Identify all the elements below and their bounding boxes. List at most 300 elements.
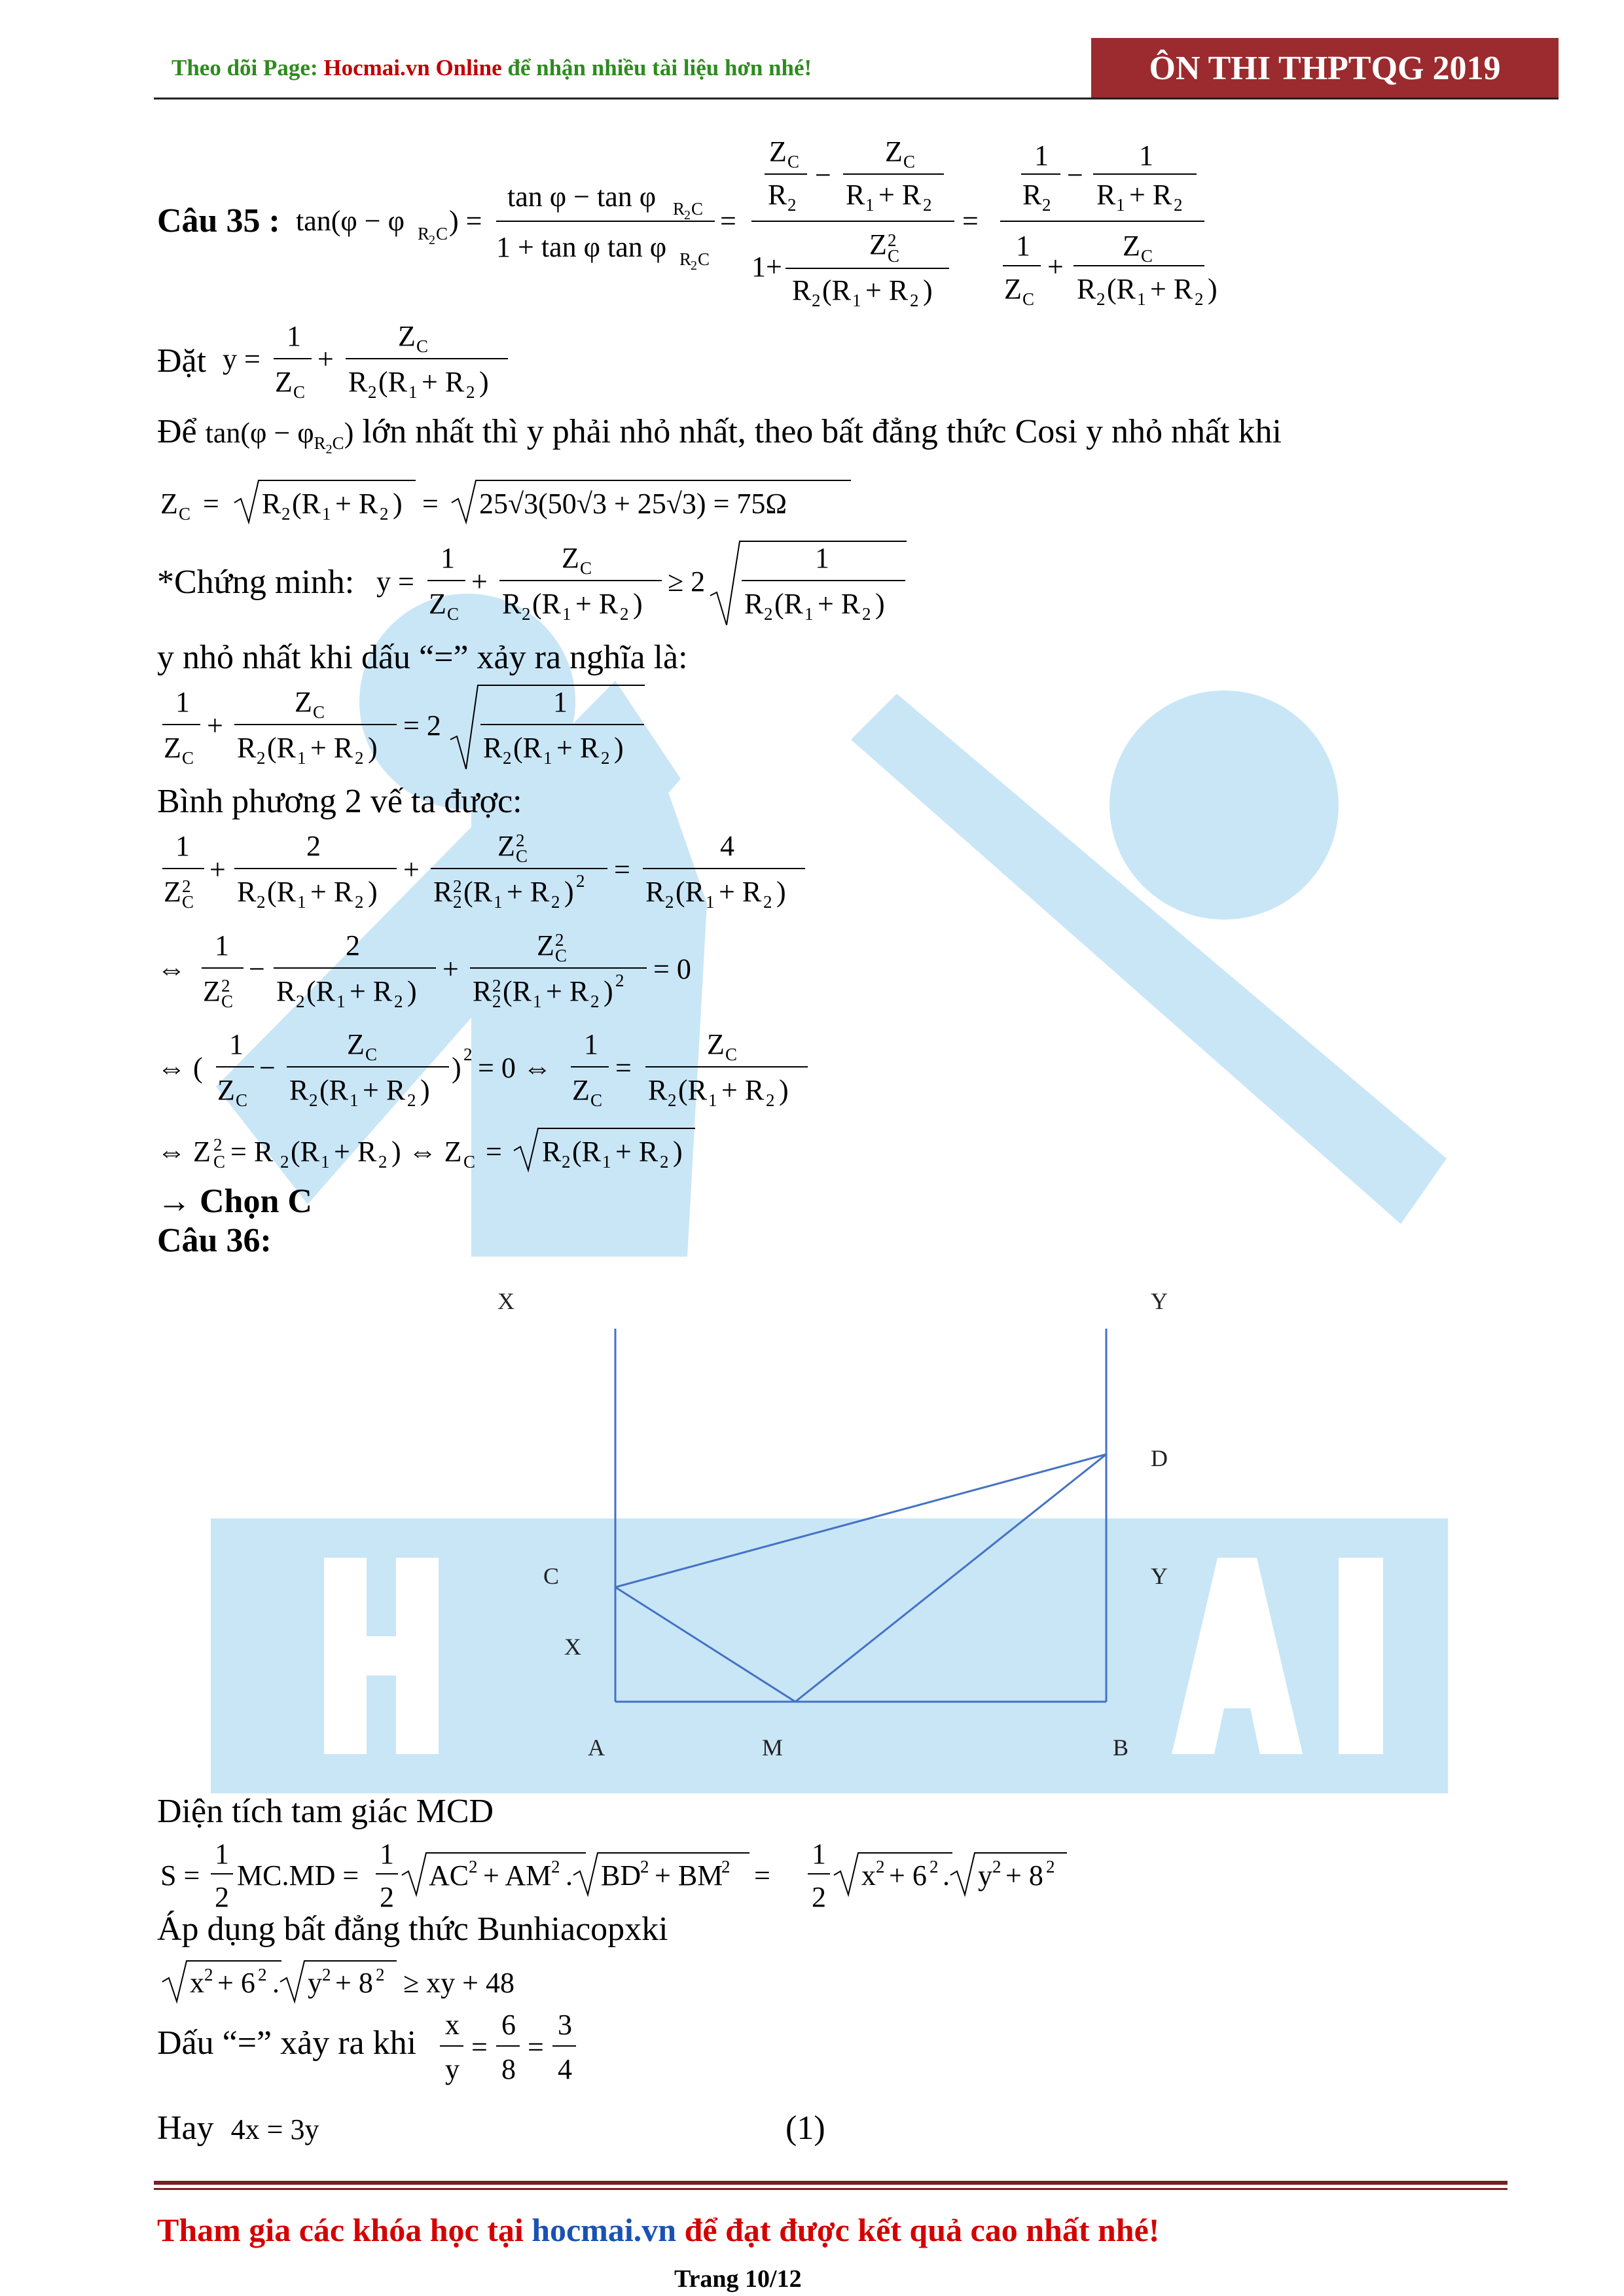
svg-text:=: =: [471, 2031, 488, 2063]
svg-text:): ): [564, 876, 574, 908]
svg-text:MC.MD =: MC.MD =: [237, 1859, 359, 1892]
svg-text:2: 2: [258, 1965, 267, 1984]
svg-text:2: 2: [812, 1881, 826, 1913]
svg-text:1: 1: [553, 686, 568, 718]
svg-text:=: =: [203, 488, 219, 520]
svg-text:(R: (R: [306, 975, 335, 1007]
svg-text:+: +: [207, 709, 223, 742]
svg-text:2: 2: [182, 876, 191, 896]
svg-text:1: 1: [229, 1028, 244, 1060]
svg-text:= 0: = 0: [653, 953, 691, 985]
svg-text:C: C: [1022, 289, 1035, 309]
svg-text:1: 1: [584, 1028, 598, 1060]
svg-text:C: C: [213, 1152, 226, 1172]
svg-text:): ): [673, 1136, 683, 1168]
svg-text:): ): [776, 876, 786, 908]
svg-text:2: 2: [812, 291, 821, 310]
svg-text:y: y: [978, 1859, 992, 1892]
svg-text:C: C: [903, 152, 916, 171]
svg-text:2: 2: [492, 976, 501, 996]
svg-text:R: R: [276, 975, 296, 1007]
svg-text:R: R: [648, 1074, 668, 1106]
svg-text:−: −: [259, 1052, 276, 1084]
svg-text:2: 2: [215, 1881, 229, 1913]
label-x-side: X: [564, 1634, 581, 1660]
svg-text:(R: (R: [378, 366, 407, 398]
svg-text:R: R: [768, 179, 787, 211]
formula-cosi-proof: [370, 533, 926, 632]
svg-text:) =: ) =: [449, 205, 482, 237]
svg-text:2: 2: [764, 604, 773, 624]
svg-text:Z: Z: [885, 135, 903, 168]
svg-text:1: 1: [350, 1090, 359, 1110]
svg-text:2: 2: [522, 604, 531, 624]
svg-text:2: 2: [257, 892, 266, 912]
svg-text:2: 2: [1042, 195, 1051, 215]
footer-divider-thick: [154, 2181, 1507, 2185]
svg-text:S =: S =: [160, 1859, 200, 1892]
svg-text:C: C: [888, 246, 900, 266]
svg-text:+ R: + R: [575, 588, 619, 620]
svg-text:2: 2: [346, 929, 360, 961]
svg-text:1+: 1+: [751, 251, 782, 283]
svg-text:R: R: [1077, 273, 1096, 305]
svg-text:C: C: [516, 846, 528, 866]
svg-text:(R: (R: [678, 1074, 707, 1106]
svg-text:1: 1: [804, 604, 814, 624]
svg-text:+ R: + R: [335, 488, 378, 520]
svg-text:1: 1: [1034, 139, 1049, 171]
svg-text:1: 1: [494, 892, 503, 912]
svg-text:): ): [393, 488, 403, 520]
svg-text:+ R: + R: [546, 975, 589, 1007]
label-x-top: X: [497, 1288, 514, 1314]
geometry-diagram: [458, 1276, 1244, 1774]
svg-text:R: R: [792, 274, 812, 306]
svg-text:Z: Z: [537, 929, 554, 961]
svg-text:(R: (R: [572, 1136, 601, 1168]
svg-text:+ AM: + AM: [483, 1859, 552, 1892]
svg-text:2: 2: [407, 1090, 416, 1110]
svg-text:x: x: [445, 2009, 460, 2041]
svg-text:2: 2: [309, 1090, 318, 1110]
svg-text:2: 2: [453, 892, 462, 912]
svg-text:2: 2: [453, 876, 462, 896]
svg-text:+ R: + R: [878, 179, 922, 211]
svg-text:(R: (R: [292, 488, 321, 520]
svg-text:2: 2: [601, 748, 610, 768]
svg-text:−: −: [249, 953, 265, 985]
svg-text:+: +: [403, 853, 420, 886]
svg-text:2: 2: [1195, 289, 1204, 309]
svg-text:4: 4: [720, 830, 734, 862]
svg-text:R: R: [262, 488, 281, 520]
svg-text:Z: Z: [164, 876, 181, 908]
svg-text:=: =: [754, 1859, 770, 1892]
svg-text:.: .: [566, 1859, 573, 1892]
formula-ratio: [432, 2001, 628, 2100]
svg-text:): ): [420, 1074, 430, 1106]
svg-text:1: 1: [297, 748, 306, 768]
svg-text:2: 2: [503, 748, 512, 768]
svg-text:1: 1: [852, 291, 861, 310]
svg-text:2: 2: [213, 1135, 223, 1155]
svg-text:): ): [614, 732, 624, 764]
svg-text:(R: (R: [1107, 273, 1136, 305]
svg-text:Z: Z: [1123, 230, 1140, 262]
svg-text:R: R: [744, 588, 764, 620]
header-divider: [154, 98, 1559, 99]
svg-text:Z: Z: [562, 542, 579, 574]
svg-text:=: =: [422, 488, 439, 520]
svg-text:R: R: [418, 224, 430, 243]
svg-text:R: R: [1022, 179, 1042, 211]
svg-text:=: =: [962, 205, 979, 237]
svg-text:): ): [875, 588, 885, 620]
condition-line: Để $\tan(\varphi - \varphi_{R_2C})$ lớn nhất thì y phải nhỏ nhất, theo bất đẳng thức Cosi y nhỏ nhất khi: [157, 413, 1282, 457]
formula-squared: [157, 821, 877, 920]
svg-text:R: R: [348, 366, 368, 398]
svg-text:C: C: [182, 892, 194, 912]
svg-text:2: 2: [551, 1857, 560, 1876]
svg-text:(R: (R: [774, 588, 803, 620]
svg-text:1: 1: [708, 1090, 717, 1110]
svg-text:.: .: [943, 1859, 950, 1892]
svg-text:Z: Z: [429, 588, 446, 620]
svg-text:Z: Z: [769, 135, 787, 168]
svg-text:y: y: [308, 1967, 322, 1999]
svg-text:1: 1: [336, 992, 346, 1011]
svg-text:+ R: + R: [310, 732, 353, 764]
svg-text:2: 2: [394, 992, 403, 1011]
svg-text:R: R: [846, 179, 865, 211]
square-both-sides: Bình phương 2 vế ta được:: [157, 783, 522, 820]
svg-text:2: 2: [555, 930, 564, 950]
svg-text:+ R: + R: [865, 274, 909, 306]
label-c: C: [543, 1563, 560, 1589]
svg-text:+ R: + R: [363, 1074, 406, 1106]
svg-text:R: R: [237, 732, 257, 764]
svg-text:2: 2: [660, 1152, 669, 1172]
svg-text:+ 6: + 6: [217, 1967, 255, 1999]
svg-text:+ R: + R: [1150, 273, 1193, 305]
svg-text:1: 1: [1137, 289, 1146, 309]
svg-text:1: 1: [815, 542, 829, 574]
question-36-label: Câu 36:: [157, 1222, 272, 1259]
label-b: B: [1113, 1734, 1129, 1761]
question-35-label: Câu 35 :: [157, 202, 280, 240]
svg-text:2: 2: [665, 892, 674, 912]
svg-text:2: 2: [691, 259, 697, 273]
svg-text:⇔ Z: ⇔ Z: [157, 1136, 211, 1168]
svg-text:2: 2: [380, 1881, 394, 1913]
label-y-top: Y: [1151, 1288, 1168, 1314]
svg-text:2: 2: [910, 291, 919, 310]
svg-text:+: +: [317, 343, 334, 375]
svg-text:Z: Z: [160, 488, 178, 520]
svg-text:Z: Z: [203, 975, 221, 1007]
header-follow-text: Theo dõi Page: Hocmai.vn Online để nhận nhiều tài liệu hơn nhé!: [171, 55, 812, 81]
svg-text:C: C: [293, 382, 306, 402]
svg-text:2: 2: [615, 971, 624, 990]
set-y-label: Đặt: [157, 342, 207, 380]
svg-text:+ R: + R: [422, 366, 465, 398]
svg-text:+ R: + R: [615, 1136, 659, 1168]
svg-text:(R: (R: [291, 1136, 319, 1168]
svg-text:2: 2: [590, 992, 600, 1011]
svg-text:Z: Z: [869, 228, 887, 260]
svg-text:1: 1: [297, 892, 306, 912]
svg-text:+: +: [209, 853, 226, 886]
svg-text:2: 2: [463, 1045, 473, 1064]
svg-text:⇔: ⇔: [157, 953, 186, 985]
svg-text:x: x: [190, 1967, 204, 1999]
formula-perfect-square: [157, 1020, 877, 1118]
svg-text:R: R: [237, 876, 257, 908]
proof-label: *Chứng minh:: [157, 564, 355, 601]
footer-divider-thin: [154, 2188, 1507, 2190]
page-number: Trang 10/12: [674, 2265, 802, 2293]
svg-text:2: 2: [876, 1857, 885, 1876]
svg-text:2: 2: [1174, 195, 1183, 215]
svg-text:C: C: [787, 152, 800, 171]
svg-text:C: C: [555, 946, 568, 965]
svg-text:): ): [779, 1074, 789, 1106]
svg-text:C: C: [436, 224, 448, 243]
svg-text:Z: Z: [497, 830, 515, 862]
svg-text:.: .: [272, 1967, 280, 1999]
svg-text:R: R: [289, 1074, 309, 1106]
svg-text:C: C: [365, 1045, 378, 1064]
svg-text:(R: (R: [319, 1074, 348, 1106]
svg-text:1: 1: [408, 382, 418, 402]
svg-text:1: 1: [321, 1152, 330, 1172]
svg-text:1: 1: [287, 320, 301, 352]
svg-text:−: −: [815, 159, 831, 191]
svg-text:R: R: [673, 199, 685, 219]
svg-text:2: 2: [562, 1152, 571, 1172]
svg-text:2: 2: [368, 382, 377, 402]
svg-text:2: 2: [257, 748, 266, 768]
svg-text:C: C: [447, 604, 460, 624]
svg-text:2: 2: [862, 604, 871, 624]
svg-text:R: R: [502, 588, 522, 620]
svg-text:1 + tan φ tan φ: 1 + tan φ tan φ: [496, 231, 667, 263]
svg-text:2: 2: [466, 382, 475, 402]
svg-text:2: 2: [787, 195, 797, 215]
svg-text:R: R: [433, 876, 453, 908]
svg-text:=: =: [720, 205, 736, 237]
svg-text:3: 3: [558, 2009, 572, 2041]
svg-text:R: R: [483, 732, 503, 764]
svg-text:C: C: [221, 992, 234, 1011]
svg-text:=: =: [615, 1052, 632, 1084]
svg-text:R: R: [473, 975, 492, 1007]
svg-text:≥ xy + 48: ≥ xy + 48: [403, 1967, 514, 1999]
formula-area: [157, 1829, 1139, 1921]
svg-text:(R: (R: [267, 876, 296, 908]
svg-text:y: y: [445, 2053, 460, 2085]
svg-text:1: 1: [215, 1838, 229, 1870]
svg-text:2: 2: [204, 1965, 213, 1984]
svg-text:1: 1: [812, 1838, 826, 1870]
svg-text:2: 2: [576, 871, 585, 891]
svg-text:1: 1: [1016, 230, 1030, 262]
hay-line: Hay 4x = 3y: [157, 2109, 319, 2147]
svg-text:2: 2: [766, 1090, 775, 1110]
svg-text:R: R: [679, 249, 692, 269]
svg-text:⇔ (: ⇔ (: [157, 1052, 203, 1084]
svg-text:C: C: [182, 748, 194, 768]
svg-text:(R: (R: [503, 975, 532, 1007]
svg-text:1: 1: [865, 195, 875, 215]
svg-text:C: C: [179, 504, 191, 524]
svg-text:25√3(50√3 + 25√3) = 75Ω: 25√3(50√3 + 25√3) = 75Ω: [479, 488, 787, 520]
svg-text:2: 2: [355, 892, 364, 912]
svg-text:= R: = R: [230, 1136, 274, 1168]
svg-text:C: C: [580, 558, 592, 578]
svg-text:Z: Z: [398, 320, 416, 352]
svg-text:2: 2: [516, 831, 525, 850]
svg-text:2: 2: [721, 1857, 731, 1876]
svg-text:BD: BD: [601, 1859, 641, 1892]
svg-text:1: 1: [562, 604, 571, 624]
svg-text:Z: Z: [164, 732, 181, 764]
svg-text:): ): [479, 366, 489, 398]
svg-text:): ): [633, 588, 643, 620]
svg-text:2: 2: [378, 1152, 388, 1172]
svg-text:tan φ − tan φ: tan φ − tan φ: [507, 181, 657, 213]
svg-text:+: +: [471, 565, 488, 598]
svg-text:2: 2: [929, 1857, 939, 1876]
svg-text:C: C: [691, 199, 704, 219]
svg-text:) ⇔ Z: ) ⇔ Z: [391, 1136, 462, 1168]
svg-text:−: −: [1067, 159, 1083, 191]
svg-text:2: 2: [355, 748, 364, 768]
footer-join-text: Tham gia các khóa học tại hocmai.vn để đạt được kết quả cao nhất nhé!: [157, 2212, 1160, 2248]
svg-text:+: +: [442, 953, 459, 985]
svg-text:+ R: + R: [721, 1074, 765, 1106]
svg-text:1: 1: [1139, 139, 1153, 171]
svg-text:C: C: [725, 1045, 738, 1064]
svg-text:(R: (R: [513, 732, 542, 764]
svg-text:y =: y =: [223, 343, 261, 375]
svg-text:2: 2: [992, 1857, 1001, 1876]
svg-text:+ R: + R: [507, 876, 550, 908]
svg-text:1: 1: [533, 992, 542, 1011]
svg-text:Z: Z: [275, 366, 293, 398]
svg-text:2: 2: [640, 1857, 649, 1876]
equation-4x-3y: 4x = 3y: [230, 2113, 319, 2145]
svg-text:+ R: + R: [818, 588, 861, 620]
svg-text:1: 1: [706, 892, 715, 912]
svg-text:1: 1: [322, 504, 331, 524]
svg-text:1: 1: [441, 542, 455, 574]
svg-text:= 2: = 2: [403, 709, 441, 742]
area-title: Diện tích tam giác MCD: [157, 1793, 494, 1830]
svg-text:Z: Z: [1004, 273, 1022, 305]
svg-text:+ R: + R: [1129, 179, 1172, 211]
svg-text:): ): [604, 975, 613, 1007]
svg-text:1: 1: [1116, 195, 1125, 215]
svg-text:6: 6: [501, 2009, 516, 2041]
svg-text:R: R: [542, 1136, 562, 1168]
svg-text:2: 2: [429, 233, 435, 247]
svg-text:≥ 2: ≥ 2: [668, 565, 706, 598]
svg-text:+ R: + R: [334, 1136, 377, 1168]
svg-text:C: C: [236, 1090, 248, 1110]
svg-text:2: 2: [280, 1152, 289, 1172]
svg-text:=: =: [528, 2031, 544, 2063]
label-d: D: [1151, 1445, 1168, 1471]
svg-text:2: 2: [492, 992, 501, 1011]
svg-text:Z: Z: [347, 1028, 365, 1060]
svg-text:1: 1: [215, 929, 229, 961]
svg-text:2: 2: [551, 892, 560, 912]
svg-text:2: 2: [888, 230, 897, 250]
svg-text:2: 2: [923, 195, 932, 215]
label-a: A: [588, 1734, 605, 1761]
svg-text:+ R: + R: [719, 876, 762, 908]
svg-text:2: 2: [684, 208, 691, 223]
svg-text:2: 2: [1046, 1857, 1055, 1876]
svg-text:x: x: [861, 1859, 876, 1892]
minimum-condition: y nhỏ nhất khi dấu “=” xảy ra nghĩa là:: [157, 639, 688, 676]
svg-text:C: C: [463, 1152, 476, 1172]
svg-text:2: 2: [306, 830, 321, 862]
apply-bunhiacopxki: Áp dụng bất đẳng thức Bunhiacopxki: [157, 1910, 668, 1948]
svg-text:+ R: + R: [350, 975, 393, 1007]
svg-text:1: 1: [602, 1152, 611, 1172]
formula-zc-result: [157, 1121, 877, 1179]
label-m: M: [762, 1734, 784, 1761]
svg-text:Z: Z: [572, 1074, 590, 1106]
hocmai-page-link[interactable]: Hocmai.vn Online: [323, 55, 502, 81]
svg-text:): ): [1208, 273, 1218, 305]
svg-text:2: 2: [296, 992, 305, 1011]
svg-text:C: C: [416, 336, 429, 356]
svg-text:): ): [368, 876, 378, 908]
svg-text:): ): [407, 975, 417, 1007]
svg-text:+ R: + R: [310, 876, 353, 908]
svg-text:(R: (R: [267, 732, 296, 764]
svg-text:2: 2: [376, 1965, 385, 1984]
equation-number-1: (1): [785, 2109, 825, 2147]
svg-text:2: 2: [469, 1857, 478, 1876]
svg-text:= 0 ⇔: = 0 ⇔: [478, 1052, 552, 1084]
svg-text:+: +: [1047, 251, 1064, 283]
equality-condition-label: Dấu “=” xảy ra khi: [157, 2024, 417, 2062]
svg-text:2: 2: [281, 504, 291, 524]
svg-text:AC: AC: [429, 1859, 469, 1892]
svg-text:1: 1: [175, 830, 190, 862]
label-y-side: Y: [1151, 1563, 1168, 1589]
svg-text:2: 2: [221, 976, 230, 996]
formula-zc-value: [157, 473, 943, 531]
svg-text:8: 8: [501, 2053, 516, 2085]
svg-text:R: R: [645, 876, 665, 908]
svg-text:): ): [368, 732, 378, 764]
svg-text:1: 1: [543, 748, 552, 768]
hocmai-site-link[interactable]: hocmai.vn: [532, 2212, 677, 2248]
svg-text:): ): [923, 274, 933, 306]
formula-equality-case: [157, 677, 681, 776]
svg-text:C: C: [590, 1090, 603, 1110]
svg-text:2: 2: [620, 604, 629, 624]
svg-text:+ 8: + 8: [335, 1967, 373, 1999]
svg-text:Z: Z: [217, 1074, 235, 1106]
svg-text:C: C: [313, 702, 325, 722]
